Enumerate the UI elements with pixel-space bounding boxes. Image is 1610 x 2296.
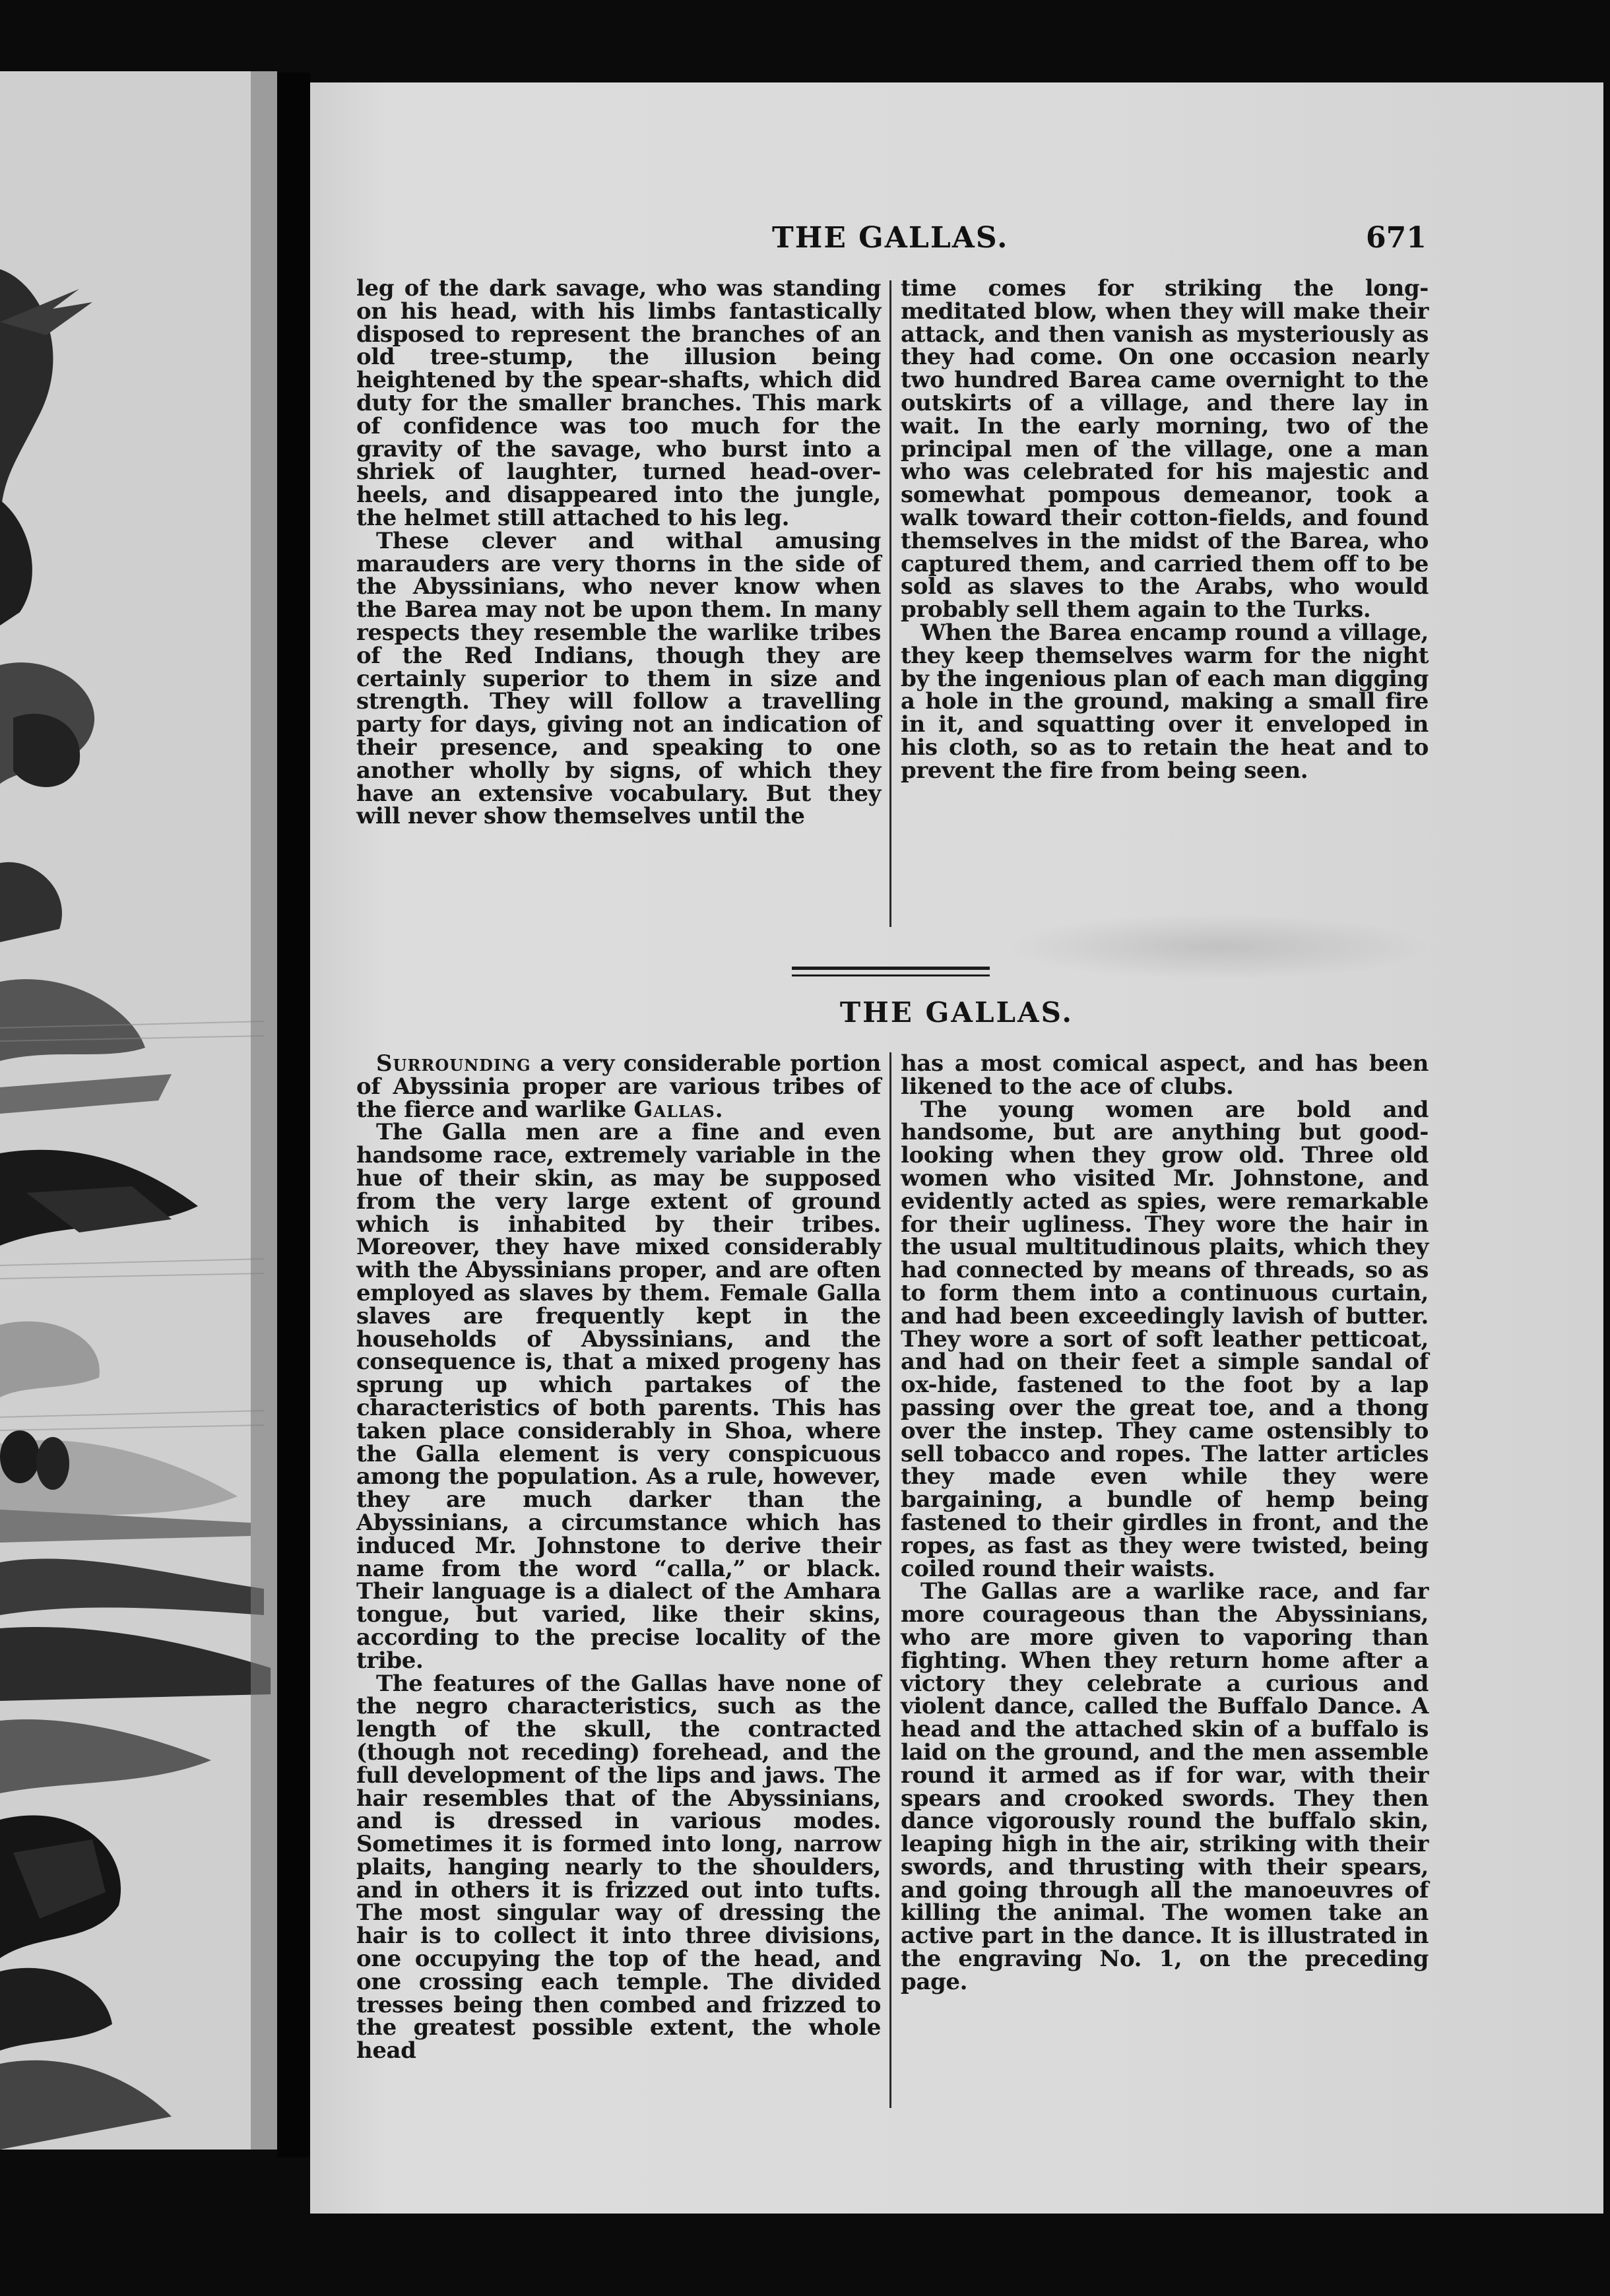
bottom-right-column xyxy=(901,1052,1429,1994)
tribe-name: Gallas xyxy=(633,1096,715,1123)
engraving-illustration xyxy=(0,71,277,2150)
paragraph: The young women are bold and handsome, but are anything but good-looking when they grow old. Three old women who visited Mr. Johnstone, and evidently acted as spies, were remarkable for their ugliness. They wore the hair in the usual multitudinous plaits, which they had connected by means of threads, so as to form them into a continuous curtain, and had been exceedingly lavish of butter. They wore a sort of soft leather petticoat, and had on their feet a simple sandal of ox-hide, fastened to the foot by a lap passing over the great toe, and a thong over the instep. They came ostensibly to sell tobacco and ropes. The latter articles they made even while they were bargaining, a bundle of hemp being fastened to their girdles in front, and the ropes, as fast as they were twisted, being coiled round their waists. xyxy=(901,1096,1429,1582)
section-title: THE GALLAS. xyxy=(839,996,1074,1029)
paragraph: When the Barea encamp round a village, they keep themselves warm for the night by the ingenious plan of each man digging a hole in the ground, making a small fire in it, and squatting over it enveloped in his cloth, so as to retain the heat and to prevent the fire from being seen. xyxy=(901,619,1429,784)
section-divider xyxy=(792,967,990,970)
running-title: THE GALLAS. xyxy=(772,221,1009,255)
book-gutter xyxy=(277,73,310,2157)
facing-page-edge xyxy=(0,71,277,2150)
column-rule xyxy=(889,1052,891,2108)
paragraph-text: a very considerable portion of Abyssinia proper are various tribes of the fierce and warlike xyxy=(356,1050,881,1123)
bleed-through-smudge xyxy=(1003,914,1432,980)
lead-word: Surrounding xyxy=(376,1050,531,1077)
top-right-column xyxy=(901,277,1429,782)
paragraph-text: . xyxy=(715,1096,723,1123)
column-rule xyxy=(889,280,891,927)
paragraph: The Galla men are a fine and even handsome race, extremely variable in the hue of their skin, as may be supposed from the very large extent of ground which is inhabited by their tribes. Moreover, they have mixed considerably with the Abyssinians proper, and are often employed as slaves by them. Female Galla slaves are frequently kept in the households of Abyssinians, and the consequence is, that a mixed progeny has sprung up which partakes of the characteristics of both parents. This has taken place considerably in Shoa, where the Galla element is very conspicuous among the population. As a rule, however, they are much darker than the Abyssinians, a circumstance which has induced Mr. Johnstone to derive their name from the word “calla,” or black. Their language is a dialect of the Amhara tongue, but varied, like their skins, according to the precise locality of the tribe. xyxy=(356,1119,881,1674)
bottom-left-column xyxy=(356,1052,881,2062)
opening-paragraph xyxy=(356,1052,881,1121)
top-left-column xyxy=(356,277,881,828)
section-divider xyxy=(792,974,990,976)
paragraph: These clever and withal amusing marauders are very thorns in the side of the Abyssinians, who never know when the Barea may not be upon them. In many respects they resemble the warlike tribes of the Red Indians, though they are certainly superior to them in size and strength. They will follow a travelling party for days, giving not an indication of their presence, and speaking to one another wholly by signs, of which they have an extensive vocabulary. But they will never show themselves until the xyxy=(356,527,881,830)
paragraph: leg of the dark savage, who was standing on his head, with his limbs fantastically disposed to represent the branches of an old tree-stump, the illusion being heightened by the spear-shafts, which did duty for the smaller branches. This mark of confidence was too much for the gravity of the savage, who burst into a shriek of laughter, turned head-over-heels, and disappeared into the jungle, the helmet still attached to his leg. xyxy=(356,275,881,531)
paragraph: The Gallas are a warlike race, and far more courageous than the Abyssinians, who are more given to vaporing than fighting. When they return home after a victory they celebrate a curious and violent dance, called the Buffalo Dance. A head and the attached skin of a buffalo is laid on the ground, and the men assemble round it armed as if for war, with their spears and crooked swords. They then dance vigorously round the buffalo skin, leaping high in the air, striking with their swords, and thrusting with their spears, and going through all the manoeuvres of killing the animal. The women take an active part in the dance. It is illustrated in the engraving No. 1, on the preceding page. xyxy=(901,1578,1429,1995)
running-head xyxy=(310,221,1603,267)
paragraph: The features of the Gallas have none of the negro characteristics, such as the length of the skull, the contracted (though not receding) forehead, and the full development of the lips and jaws. The hair resembles that of the Abyssinians, and is dressed in various modes. Sometimes it is formed into long, narrow plaits, hanging nearly to the shoulders, and in others it is frizzed out into tufts. The most singular way of dressing the hair is to collect it into three divisions, one occupying the top of the head, and one crossing each temple. The divided tresses being then combed and frizzed to the greatest possible extent, the whole head xyxy=(356,1670,881,2064)
book-page xyxy=(310,82,1603,2214)
paragraph: has a most comical aspect, and has been likened to the ace of clubs. xyxy=(901,1050,1429,1100)
page-number: 671 xyxy=(1366,221,1427,255)
paragraph: time comes for striking the long-meditated blow, when they will make their attack, and then vanish as mysteriously as they had come. On one occasion nearly two hundred Barea came overnight to the outskirts of a village, and there lay in wait. In the early morning, two of the principal men of the village, one a man who was celebrated for his majestic and somewhat pompous demeanor, took a walk toward their cotton-fields, and found themselves in the midst of the Barea, who captured them, and carried them off to be sold as slaves to the Arabs, who would probably sell them again to the Turks. xyxy=(901,275,1429,623)
